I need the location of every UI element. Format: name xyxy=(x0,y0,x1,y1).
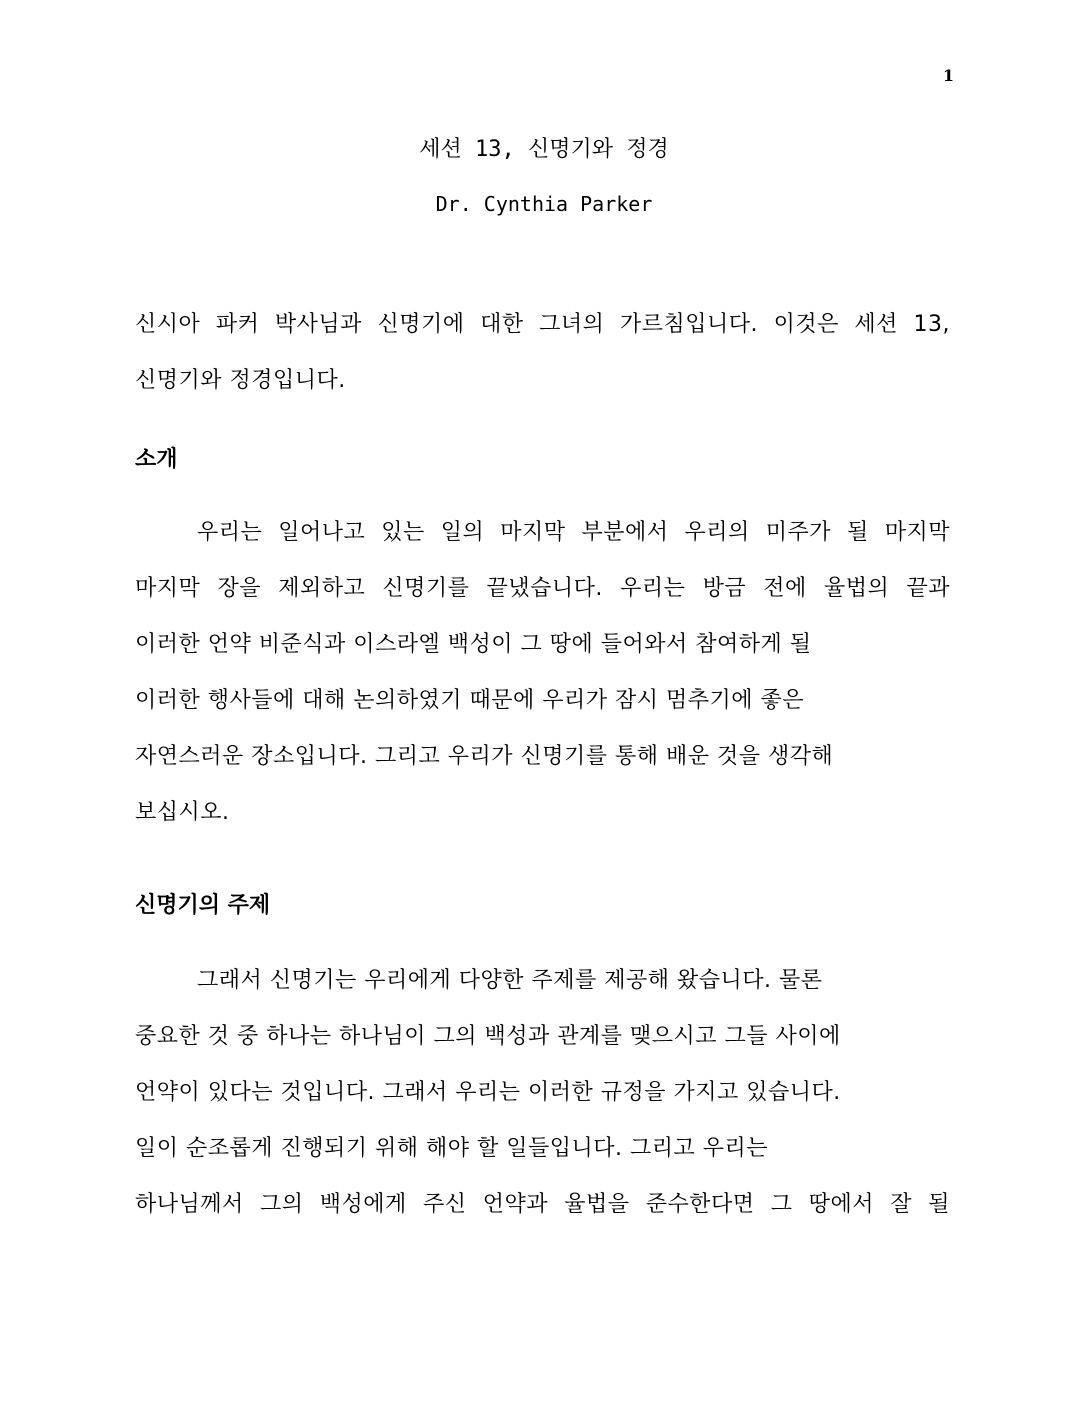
document-title: 세션 13, 신명기와 정경 xyxy=(419,137,669,162)
text-line: 자연스러운 장소입니다. 그리고 우리가 신명기를 통해 배운 것을 생각해 xyxy=(135,744,834,769)
text-line: 이러한 언약 비준식과 이스라엘 백성이 그 땅에 들어와서 참여하게 될 xyxy=(135,632,812,657)
intro-paragraph xyxy=(135,310,950,422)
text-line: 그래서 신명기는 우리에게 다양한 주제를 제공해 왔습니다. 물론 xyxy=(197,968,823,993)
text-line: 중요한 것 중 하나는 하나님이 그의 백성과 관계를 맺으시고 그들 사이에 xyxy=(135,1024,841,1049)
text-line: 보십시오. xyxy=(135,800,230,825)
page-number: 1 xyxy=(942,66,954,85)
text-line: 이러한 행사들에 대해 논의하였기 때문에 우리가 잠시 멈추기에 좋은 xyxy=(135,688,805,713)
text-line: 마지막 장을 제외하고 신명기를 끝냈습니다. 우리는 방금 전에 율법의 끝과 xyxy=(135,576,950,601)
text-line: 언약이 있다는 것입니다. 그래서 우리는 이러한 규정을 가지고 있습니다. xyxy=(135,1080,841,1105)
themes-paragraph xyxy=(135,966,950,1246)
text-line: 신명기와 정경입니다. xyxy=(135,368,346,393)
introduction-paragraph xyxy=(135,518,950,854)
document-author: Dr. Cynthia Parker xyxy=(435,192,653,216)
text-line: 우리는 일어나고 있는 일의 마지막 부분에서 우리의 미주가 될 마지막 xyxy=(197,520,950,545)
section-heading-themes: 신명기의 주제 xyxy=(135,893,271,918)
text-line: 일이 순조롭게 진행되기 위해 해야 할 일들입니다. 그리고 우리는 xyxy=(135,1136,768,1161)
text-line: 신시아 파커 박사님과 신명기에 대한 그녀의 가르침입니다. 이것은 세션 13, xyxy=(135,312,950,337)
text-line: 하나님께서 그의 백성에게 주신 언약과 율법을 준수한다면 그 땅에서 잘 될 xyxy=(135,1192,950,1217)
section-heading-introduction: 소개 xyxy=(135,447,178,472)
